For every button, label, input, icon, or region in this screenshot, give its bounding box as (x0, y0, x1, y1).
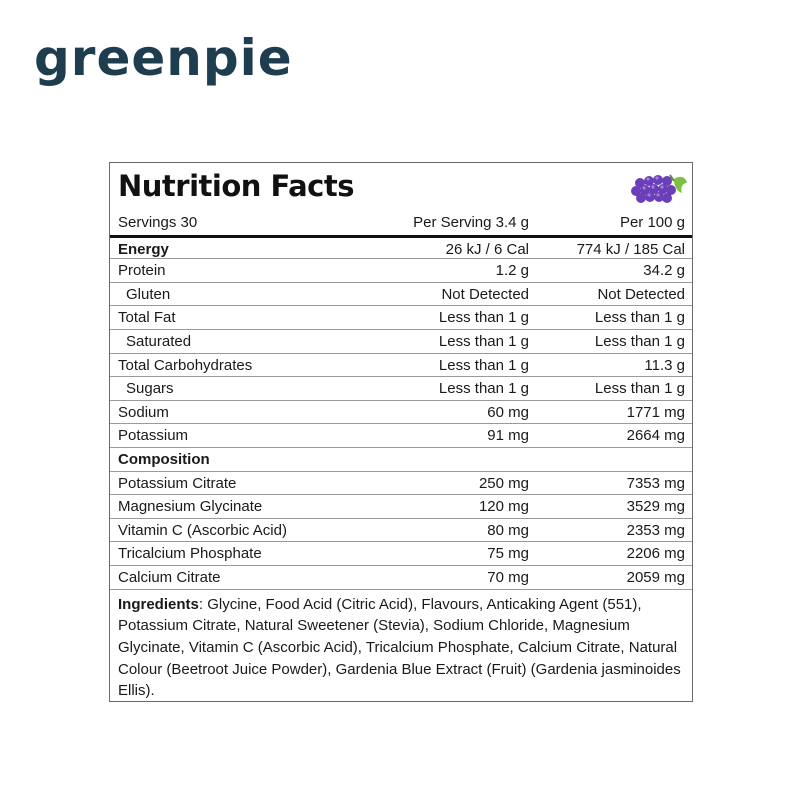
ingredients-text: : Glycine, Food Acid (Citric Acid), Flavours, Anticaking Agent (551), Potassium Citrate, Natural Sweetener (Stevia), Sodium Chloride, Magnesium Glycinate, Vitamin C (Ascorbic Acid), Tricalcium Phosphate, Calcium Citrate, Natural Colour (Beetroot Juice Powder), Gardenia Blue Extract (Fruit) (Gardenia jasminoides Ellis). (118, 595, 681, 700)
composition-header-row (110, 447, 692, 471)
composition-row (110, 494, 692, 518)
composition-per-serving: 120 mg (478, 498, 529, 516)
nutrient-per-100: Less than 1 g (594, 309, 685, 327)
nutrient-row (110, 423, 692, 447)
nutrient-label: Sodium (118, 403, 169, 421)
nutrient-row (110, 353, 692, 377)
nutrient-per-serving: Less than 1 g (438, 380, 529, 398)
ingredients-label: Ingredients (118, 595, 199, 613)
nutrient-label: Total Fat (118, 309, 176, 327)
nutrient-label: Protein (118, 262, 166, 280)
composition-label: Tricalcium Phosphate (118, 545, 262, 563)
composition-per-100: 2353 mg (626, 521, 685, 539)
nutrient-row (110, 400, 692, 424)
composition-per-100: 2059 mg (626, 568, 685, 586)
nutrient-per-serving: Not Detected (441, 285, 529, 303)
composition-per-serving: 250 mg (478, 474, 529, 492)
composition-per-serving: 70 mg (487, 568, 529, 586)
nutrient-per-100: 2664 mg (626, 427, 685, 445)
nutrient-row (110, 258, 692, 282)
composition-label: Potassium Citrate (118, 474, 237, 492)
nutrient-per-100: Not Detected (597, 285, 685, 303)
composition-per-serving: 75 mg (487, 545, 529, 563)
composition-per-100: 2206 mg (626, 545, 685, 563)
nutrient-per-100: Less than 1 g (594, 332, 685, 350)
ingredients-block (110, 589, 692, 703)
nutrient-per-serving: Less than 1 g (438, 309, 529, 327)
composition-row (110, 565, 692, 589)
composition-per-100: 3529 mg (626, 498, 685, 516)
composition-per-100: 7353 mg (626, 474, 685, 492)
nutrient-row (110, 305, 692, 329)
nutrient-per-100: Less than 1 g (594, 380, 685, 398)
nutrient-per-100: 1771 mg (626, 403, 685, 421)
nutrient-per-100: 11.3 g (644, 356, 685, 374)
nutrient-row (110, 376, 692, 400)
servings-label: Servings 30 (118, 214, 198, 231)
nutrient-per-serving: 91 mg (487, 427, 529, 445)
nutrient-per-100: 34.2 g (643, 262, 685, 280)
panel-title: Nutrition Facts (118, 169, 354, 203)
nutrition-facts-panel (109, 162, 693, 702)
nutrient-row (110, 329, 692, 353)
energy-row (110, 235, 692, 259)
composition-label: Vitamin C (Ascorbic Acid) (118, 521, 287, 539)
composition-row (110, 541, 692, 565)
nutrient-per-serving: Less than 1 g (438, 332, 529, 350)
composition-per-serving: 80 mg (487, 521, 529, 539)
nutrient-per-serving: 60 mg (487, 403, 529, 421)
nutrient-per-serving: Less than 1 g (438, 356, 529, 374)
composition-label: Calcium Citrate (118, 568, 221, 586)
nutrient-label: Sugars (126, 380, 174, 398)
composition-heading: Composition (118, 450, 210, 468)
nutrient-row (110, 282, 692, 306)
composition-label: Magnesium Glycinate (118, 498, 263, 516)
energy-per-serving: 26 kJ / 6 Cal (445, 240, 529, 258)
per-100-header: Per 100 g (619, 214, 685, 231)
composition-row (110, 471, 692, 495)
nutrient-label: Saturated (126, 332, 192, 350)
per-serving-header: Per Serving 3.4 g (413, 214, 529, 231)
grapes-icon (630, 169, 688, 207)
nutrient-per-serving: 1.2 g (495, 262, 529, 280)
energy-label: Energy (118, 240, 169, 258)
energy-per-100: 774 kJ / 185 Cal (576, 240, 685, 258)
nutrient-label: Gluten (126, 285, 171, 303)
composition-row (110, 518, 692, 542)
title-row (110, 163, 692, 211)
brand-logo: greenpie (34, 29, 293, 87)
header-row (110, 211, 692, 235)
nutrient-label: Potassium (118, 427, 189, 445)
nutrient-label: Total Carbohydrates (118, 356, 253, 374)
